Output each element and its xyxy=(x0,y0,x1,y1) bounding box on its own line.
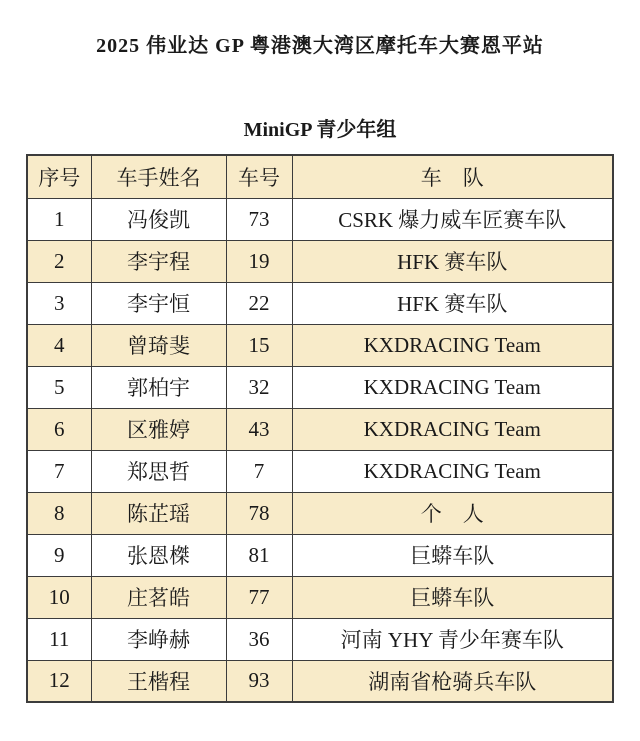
cell-team: KXDRACING Team xyxy=(292,366,613,408)
table-row xyxy=(27,492,613,534)
cell-team: HFK 赛车队 xyxy=(292,240,613,282)
cell-rider-name: 郭柏宇 xyxy=(91,366,226,408)
cell-no: 4 xyxy=(27,324,91,366)
table-row xyxy=(27,450,613,492)
cell-no: 2 xyxy=(27,240,91,282)
cell-rider-name: 郑思哲 xyxy=(91,450,226,492)
header-team: 车 队 xyxy=(292,155,613,198)
cell-team: 河南 YHY 青少年赛车队 xyxy=(292,618,613,660)
cell-rider-name: 庄茗皓 xyxy=(91,576,226,618)
cell-team: HFK 赛车队 xyxy=(292,282,613,324)
cell-bike-number: 78 xyxy=(226,492,292,534)
cell-no: 11 xyxy=(27,618,91,660)
table-row xyxy=(27,366,613,408)
group-subtitle: MiniGP 青少年组 xyxy=(243,119,397,141)
cell-bike-number: 7 xyxy=(226,450,292,492)
cell-rider-name: 曾琦斐 xyxy=(91,324,226,366)
cell-bike-number: 15 xyxy=(226,324,292,366)
table-row xyxy=(27,660,613,702)
cell-team: KXDRACING Team xyxy=(292,324,613,366)
table-header-row xyxy=(27,155,613,198)
cell-rider-name: 李宇程 xyxy=(91,240,226,282)
table-row xyxy=(27,408,613,450)
table-row xyxy=(27,282,613,324)
cell-rider-name: 陈芷瑶 xyxy=(91,492,226,534)
cell-no: 8 xyxy=(27,492,91,534)
cell-team: CSRK 爆力威车匠赛车队 xyxy=(292,198,613,240)
cell-no: 3 xyxy=(27,282,91,324)
cell-bike-number: 36 xyxy=(226,618,292,660)
table-row xyxy=(27,576,613,618)
cell-team: 巨蟒车队 xyxy=(292,534,613,576)
cell-bike-number: 93 xyxy=(226,660,292,702)
cell-team: 个 人 xyxy=(292,492,613,534)
cell-team: KXDRACING Team xyxy=(292,450,613,492)
cell-rider-name: 张恩榤 xyxy=(91,534,226,576)
riders-table xyxy=(26,154,614,703)
cell-rider-name: 王楷程 xyxy=(91,660,226,702)
cell-no: 7 xyxy=(27,450,91,492)
cell-bike-number: 32 xyxy=(226,366,292,408)
cell-bike-number: 77 xyxy=(226,576,292,618)
cell-team: 湖南省枪骑兵车队 xyxy=(292,660,613,702)
header-no: 序号 xyxy=(27,155,91,198)
cell-rider-name: 区雅婷 xyxy=(91,408,226,450)
cell-no: 10 xyxy=(27,576,91,618)
cell-no: 9 xyxy=(27,534,91,576)
cell-rider-name: 李峥赫 xyxy=(91,618,226,660)
cell-no: 1 xyxy=(27,198,91,240)
cell-no: 12 xyxy=(27,660,91,702)
header-name: 车手姓名 xyxy=(91,155,226,198)
event-title: 2025 伟业达 GP 粤港澳大湾区摩托车大赛恩平站 xyxy=(96,35,544,57)
cell-rider-name: 李宇恒 xyxy=(91,282,226,324)
table-row xyxy=(27,618,613,660)
table-row xyxy=(27,240,613,282)
cell-bike-number: 81 xyxy=(226,534,292,576)
cell-team: KXDRACING Team xyxy=(292,408,613,450)
cell-bike-number: 22 xyxy=(226,282,292,324)
table-row xyxy=(27,324,613,366)
cell-rider-name: 冯俊凯 xyxy=(91,198,226,240)
header-number: 车号 xyxy=(226,155,292,198)
cell-team: 巨蟒车队 xyxy=(292,576,613,618)
cell-bike-number: 73 xyxy=(226,198,292,240)
table-row xyxy=(27,534,613,576)
table-row xyxy=(27,198,613,240)
cell-no: 6 xyxy=(27,408,91,450)
cell-bike-number: 43 xyxy=(226,408,292,450)
cell-bike-number: 19 xyxy=(226,240,292,282)
cell-no: 5 xyxy=(27,366,91,408)
